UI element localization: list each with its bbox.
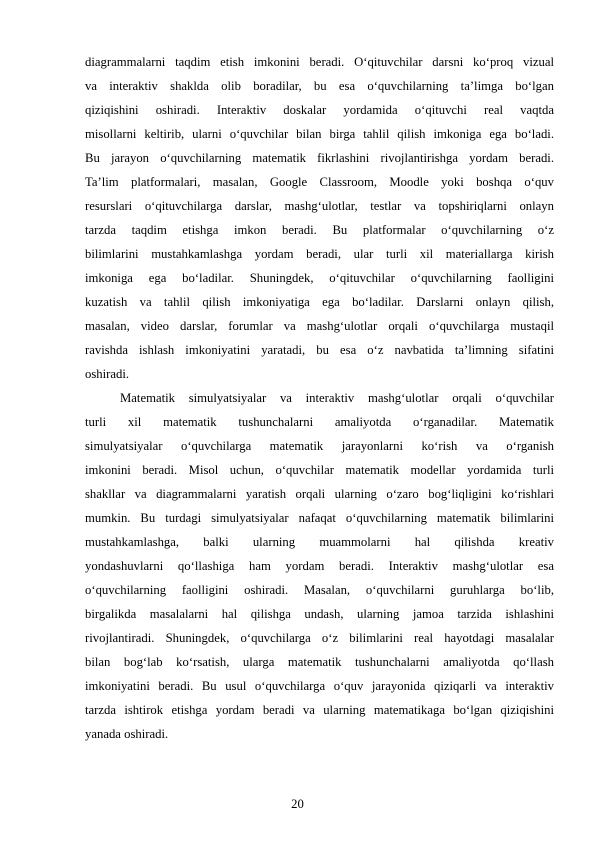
text-line: Matematik simulyatsiyalar va interaktiv mashg‘ulotlar orqali o‘quvchilar [120,391,554,405]
paragraph-1 [85,50,554,386]
text-line: mustahkamlashga, balki ularning muammolarni hal qilishda kreativ [85,535,554,549]
text-line: misollarni keltirib, ularni o‘quvchilar bilan birga tahlil qilish imkoniga ega bo‘ladi. [85,127,554,141]
text-line: mumkin. Bu turdagi simulyatsiyalar nafaqat o‘quvchilarning matematik bilimlarini [85,511,554,525]
text-line: yondashuvlarni qo‘llashiga ham yordam beradi. Interaktiv mashg‘ulotlar esa [85,559,554,573]
text-line: birgalikda masalalarni hal qilishga undash, ularning jamoa tarzida ishlashini [85,607,554,621]
text-line: diagrammalarni taqdim etish imkonini beradi. O‘qituvchilar darsni ko‘proq vizual [85,55,554,69]
text-line: simulyatsiyalar o‘quvchilarga matematik jarayonlarni ko‘rish va o‘rganish [85,439,554,453]
text-line: kuzatish va tahlil qilish imkoniyatiga ega bo‘ladilar. Darslarni onlayn qilish, [85,295,554,309]
text-line: resurslari o‘qituvchilarga darslar, mashg‘ulotlar, testlar va topshiriqlarni onlayn [85,199,554,213]
text-line: o‘quvchilarning faolligini oshiradi. Masalan, o‘quvchilarni guruhlarga bo‘lib, [85,583,554,597]
text-line: yanada oshiradi. [85,727,169,741]
text-line: turli xil matematik tushunchalarni amaliyotda o‘rganadilar. Matematik [85,415,554,429]
paragraph-2 [85,386,554,746]
text-line: Bu jarayon o‘quvchilarning matematik fikrlashini rivojlantirishga yordam beradi. [85,151,554,165]
document-page [85,50,554,746]
text-line: imkoniyatini beradi. Bu usul o‘quvchilarga o‘quv jarayonida qiziqarli va interaktiv [85,679,554,693]
text-line: masalan, video darslar, forumlar va mashg‘ulotlar orqali o‘quvchilarga mustaqil [85,319,554,333]
page-number: 20 [291,797,304,811]
text-line: bilan bog‘lab ko‘rsatish, ularga matematik tushunchalarni amaliyotda qo‘llash [85,655,554,669]
text-line: bilimlarini mustahkamlashga yordam beradi, ular turli xil materiallarga kirish [85,247,554,261]
text-line: oshiradi. [85,367,130,381]
text-line: qiziqishini oshiradi. Interaktiv doskalar yordamida o‘qituvchi real vaqtda [85,103,554,117]
text-line: shakllar va diagrammalarni yaratish orqali ularning o‘zaro bog‘liqligini ko‘rishlari [85,487,554,501]
text-line: tarzda taqdim etishga imkon beradi. Bu platformalar o‘quvchilarning o‘z [85,223,554,237]
text-line: Ta’lim platformalari, masalan, Google Classroom, Moodle yoki boshqa o‘quv [85,175,554,189]
text-line: imkonini beradi. Misol uchun, o‘quvchilar matematik modellar yordamida turli [85,463,554,477]
text-line: imkoniga ega bo‘ladilar. Shuningdek, o‘qituvchilar o‘quvchilarning faolligini [85,271,554,285]
text-line: tarzda ishtirok etishga yordam beradi va ularning matematikaga bo‘lgan qiziqishini [85,703,554,717]
text-line: ravishda ishlash imkoniyatini yaratadi, bu esa o‘z navbatida ta’limning sifatini [85,343,554,357]
text-line: rivojlantiradi. Shuningdek, o‘quvchilarga o‘z bilimlarini real hayotdagi masalalar [85,631,554,645]
text-line: va interaktiv shaklda olib boradilar, bu esa o‘quvchilarning ta’limga bo‘lgan [85,79,554,93]
